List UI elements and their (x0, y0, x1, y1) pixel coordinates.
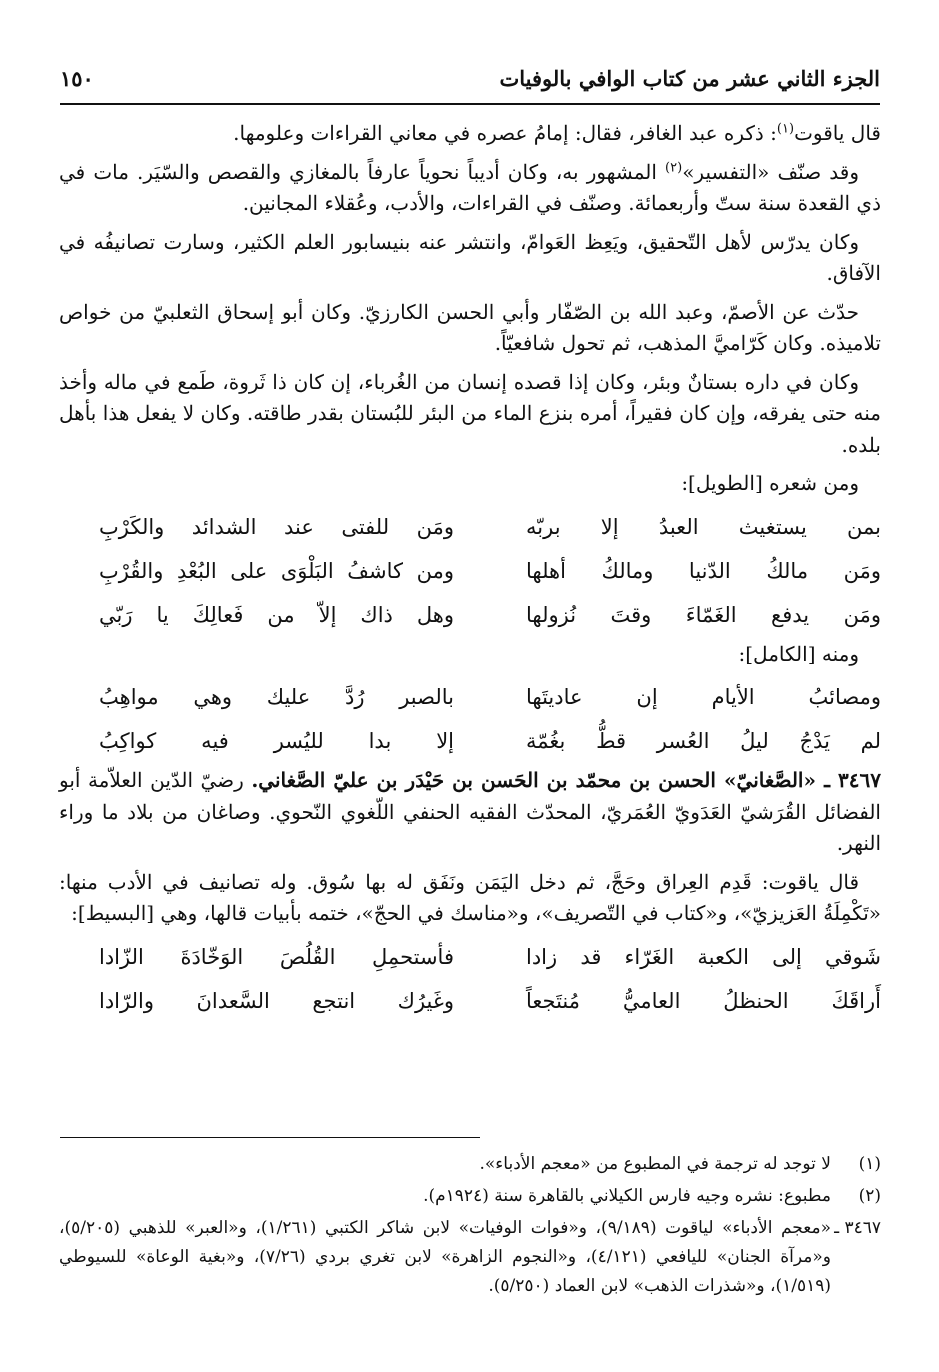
hemistich-first: ومَن يدفع الغَمّاءَ وقتَ نُزولها (526, 602, 881, 627)
footnotes (59, 1150, 881, 1304)
hemistich-second: وغَيرُك انتجع السَّعدانَ والرّادا (99, 988, 454, 1013)
main-text (59, 118, 881, 1025)
hemistich-first: أَراقَكَ الحنظلُ العاميُّ مُنتَجعاً (526, 988, 881, 1013)
footnote-number: (٢) (858, 1186, 881, 1206)
footnote-ref-2[interactable]: (٢) (665, 159, 683, 175)
footnote-rule (60, 1137, 480, 1138)
poem-2-verse (59, 677, 881, 717)
paragraph-5: وكان في داره بستانٌ وبئر، وكان إذا قصده إنسان من الغُرباء، إن كان ذا ثَروة، طَمع في ماله وأخذ منه حتى يفرقه، وإن كان فقيراً، أمره بنزع الماء من البئر للبُستان بقدر طاقته. وكان لا يفعل هذا بأهل بلده. (59, 369, 881, 457)
entry-title: ٣٤٦٧ ـ «الصَّغانيّ» الحسن بن محمّد بن الحَسن بن حَيْدَر بن عليّ الصَّغاني. (251, 768, 881, 792)
poem-1-verse (59, 595, 881, 635)
footnote-ref-1[interactable]: (١) (776, 121, 795, 137)
hemistich-first: لم يَدْجُ ليلُ العُسر قطُّ بغُمّة (526, 729, 881, 753)
running-title: الجزء الثاني عشر من كتاب الوافي بالوفيات (499, 65, 880, 91)
paragraph-1: قال ياقوت$^{(١)}$: ذكره عبد الغافر، فقال: إمامُ عصره في معاني القراءات وعلومها. (233, 121, 881, 145)
hemistich-first: ومَن مالكُ الدّنيا ومالكُ أهلها (526, 558, 881, 583)
poem-3-verse (59, 937, 881, 977)
hemistich-first: شَوقي إلى الكعبة الغَرّاء قد زادا (526, 944, 881, 969)
footnote (59, 1182, 881, 1211)
page-number: ١٥٠ (60, 65, 94, 91)
hemistich-second: وهل ذاك إلاّ من فَعالِكَ يا رَبّي (99, 602, 454, 627)
hemistich-second: إلا بدا لليُسر فيه كواكِبُ (99, 729, 454, 753)
poem-1-intro: ومن شعره [الطويل]: (681, 471, 859, 495)
poem-2-intro: ومنه [الكامل]: (738, 641, 859, 666)
footnote (59, 1150, 881, 1179)
poem-3-verse (59, 981, 881, 1021)
hemistich-second: بالصبر رُدَّ عليك وهي مواهِبُ (99, 685, 454, 709)
paragraph-6: قال ياقوت: قَدِم العِراق وحَجَّ، ثم دخل اليَمَن ونَفَق له بها سُوق. وله تصانيف في الأدب منها: «تَكْمِلَةُ العَزيزيّ»، و«كتاب في التّصريف»، و«مناسك في الحجّ»، ختمه بأبيات قالها، وهي [البسيط]: (59, 869, 881, 925)
hemistich-second: ومَن للفتى عند الشدائد والكَرْبِ (99, 514, 454, 539)
footnote-number: (١) (858, 1154, 881, 1174)
page-header (60, 58, 880, 98)
paragraph-2: وقد صنّف «التفسير»$^{(٢)}$ المشهور به، وكان أديباً نحوياً عارفاً بالمغازي والقصص والسّيَر. مات في ذي القعدة سنة ستّ وأربعمائة. وصنّف في القراءات، والأدب، وعُقلاء المجانين. (59, 159, 881, 215)
footnote-text: «معجم الأدباء» لياقوت (٩/١٨٩)، و«فوات الوفيات» لابن شاكر الكتبي (١/٢٦١)، و«العبر» للذهبي (٥/٢٠٥)، و«مرآة الجنان» لليافعي (٤/١٢١)، و«النجوم الزاهرة» لابن تغري بردي (٧/٢٦)، و«بغية الوعاة» للسيوطي (١/٥١٩)، و«شذرات الذهب» لابن العماد (٥/٢٥٠). (59, 1218, 831, 1296)
entry-3467: ٣٤٦٧ ـ «الصَّغانيّ» الحسن بن محمّد بن الحَسن بن حَيْدَر بن عليّ الصَّغاني. رضيّ الدّين العلاّمة أبو الفضائل القُرَشيّ العَدَويّ العُمَريّ، المحدّث الفقيه الحنفي اللّغوي النّحوي. وصاغان من بلاد ما وراء النهر. (59, 768, 881, 855)
paragraph-3: وكان يدرّس لأهل التّحقيق، ويَعِظ العَوامّ، وانتشر عنه بنيسابور العلم الكثير، وسارت تصانيفُه في الآفاق. (59, 229, 881, 285)
poem-1-verse (59, 507, 881, 547)
poem-2-verse (59, 721, 881, 761)
poem-1-verse (59, 551, 881, 591)
footnote-text: لا توجد له ترجمة في المطبوع من «معجم الأدباء». (479, 1154, 831, 1174)
hemistich-first: ومصائبُ الأيام إن عاديتَها (526, 685, 881, 709)
hemistich-second: فأستحمِلِ القُلُصَ الوَخّادَةَ الزّادا (99, 944, 454, 969)
hemistich-first: بمن يستغيث العبدُ إلا بربّه (526, 514, 881, 539)
header-rule (60, 103, 880, 105)
footnote-number: ٣٤٦٧ ـ (834, 1218, 881, 1238)
footnote-text: مطبوع: نشره وجيه فارس الكيلاني بالقاهرة سنة (١٩٢٤م). (423, 1186, 831, 1206)
hemistich-second: ومن كاشفُ البَلْوَى على البُعْدِ والقُرْبِ (99, 558, 454, 583)
paragraph-4: حدّث عن الأصمّ، وعبد الله بن الصّفّار وأبي الحسن الكارزيّ. وكان أبو إسحاق الثعلبيّ من خواص تلاميذه. وكان كَرّاميَّ المذهب، ثم تحول شافعيّاً. (59, 299, 881, 355)
footnote (59, 1214, 881, 1301)
